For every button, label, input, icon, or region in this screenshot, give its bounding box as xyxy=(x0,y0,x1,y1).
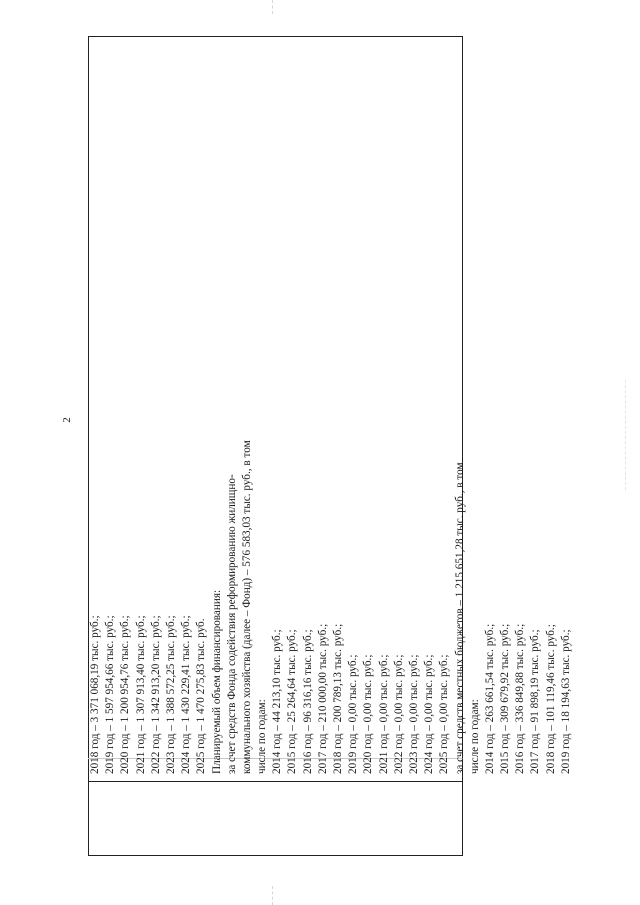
text-line: числе по годам: xyxy=(256,699,269,774)
text-line: 2019 год – 1 597 954,66 тыс. руб.; xyxy=(104,615,117,774)
text-line: 2024 год – 0,00 тыс. руб.; xyxy=(423,654,436,774)
text-line: 2021 год – 1 307 913,40 тыс. руб.; xyxy=(134,615,147,774)
text-line: 2018 год – 101 119,46 тыс. руб.; xyxy=(544,624,557,774)
text-line: 2014 год – 44 213,10 тыс. руб.; xyxy=(271,629,284,774)
text-line: 2021 год – 0,00 тыс. руб.; xyxy=(377,654,390,774)
text-line: 2018 год – 200 789,13 тыс. руб.; xyxy=(332,623,344,774)
text-line: 2015 год – 25 264,64 тыс. руб.; xyxy=(286,629,299,774)
table-border-bottom xyxy=(88,855,463,856)
text-line: 2016 год – 336 849,88 тыс. руб.; xyxy=(514,623,527,774)
text-line: за счет средств Фонда содействия реформированию жилищно- xyxy=(225,474,238,774)
text-line: 2022 год – 1 342 913,20 тыс. руб.; xyxy=(149,615,162,774)
text-line: числе по годам: xyxy=(468,699,481,774)
text-line: 2019 год – 18 194,63 тыс. руб.; xyxy=(559,629,572,774)
text-line: 2023 год – 0,00 тыс. руб.; xyxy=(407,654,420,774)
text-line: 2016 год – 96 316,16 тыс. руб.; xyxy=(301,629,314,774)
rotated-table-content xyxy=(88,34,572,776)
text-line: 2024 год – 1 430 229,41 тыс. руб.; xyxy=(180,615,193,774)
text-line: 2014 год – 263 661,54 тыс. руб.; xyxy=(483,623,496,774)
scan-artifact-line xyxy=(272,886,273,905)
text-line: 2017 год – 210 000,00 тыс. руб.; xyxy=(316,623,329,774)
page-number: 2 xyxy=(60,417,73,423)
financing-cell xyxy=(88,34,574,774)
scan-artifact-line xyxy=(625,380,626,490)
table-column-divider xyxy=(88,781,463,782)
text-line: 2015 год – 309 679,92 тыс. руб.; xyxy=(499,623,512,774)
text-line: Планируемый объем финансирования: xyxy=(210,589,223,774)
scan-artifact-line xyxy=(272,0,273,14)
text-line: 2020 год – 1 200 954,76 тыс. руб.; xyxy=(119,615,132,774)
text-line: 2025 год – 1 470 275,83 тыс. руб. xyxy=(195,618,208,774)
text-line: 2020 год – 0,00 тыс. руб.; xyxy=(362,654,375,774)
text-line: 2025 год – 0,00 тыс. руб.; xyxy=(438,654,451,774)
text-line: 2018 год – 3 371 068,19 тыс. руб.; xyxy=(89,615,101,774)
text-line: 2019 год – 0,00 тыс. руб.; xyxy=(347,654,360,774)
text-line: 2017 год – 91 898,19 тыс. руб.; xyxy=(529,629,542,774)
text-line: за счет средств местных бюджетов – 1 215 651,28 тыс. руб., в том xyxy=(453,462,466,774)
text-line: 2022 год – 0,00 тыс. руб.; xyxy=(392,654,405,774)
text-line: коммунального хозяйства (далее – Фонд) – 576 583,03 тыс. руб., в том xyxy=(240,440,253,774)
text-line: 2023 год – 1 388 572,25 тыс. руб.; xyxy=(164,615,177,774)
